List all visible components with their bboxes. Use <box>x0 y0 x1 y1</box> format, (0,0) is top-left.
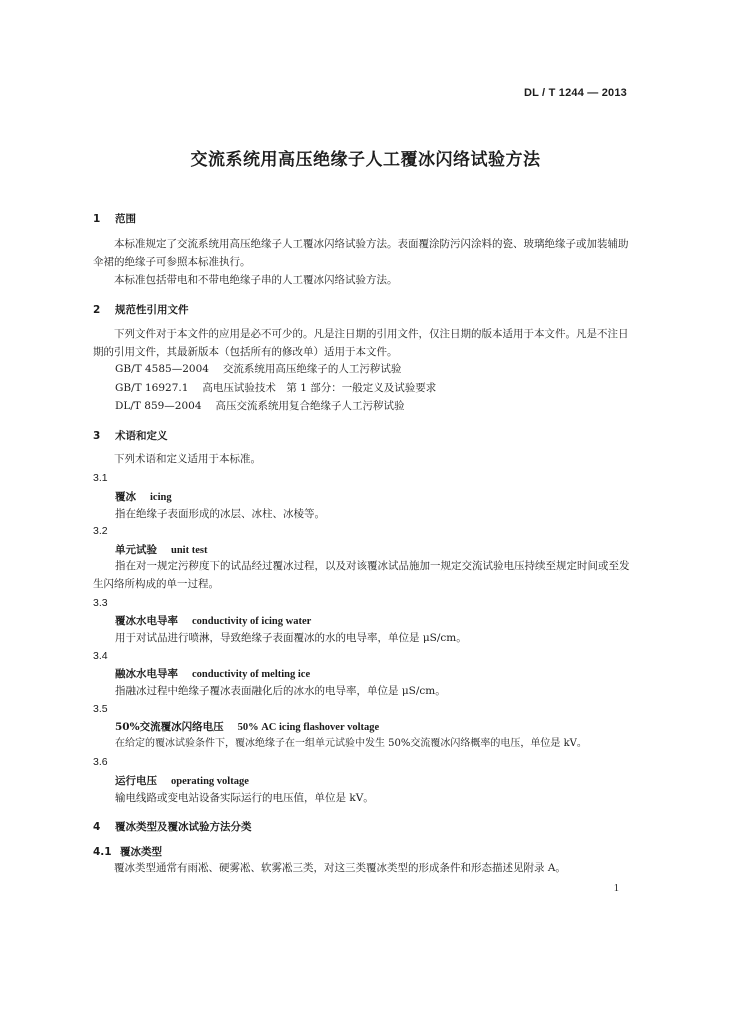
reference-title: 高电压试验技术 第 1 部分：一般定义及试验要求 <box>202 382 437 394</box>
term-number: 3.5 <box>93 703 108 715</box>
term-en: unit test <box>171 545 208 556</box>
term-heading <box>115 542 207 557</box>
term-zh: 覆冰水电导率 <box>115 615 178 627</box>
section-number: 4 <box>93 821 101 833</box>
document-title: 交流系统用高压绝缘子人工覆冰闪络试验方法 <box>190 150 541 170</box>
reference-code: GB/T 16927.1 <box>115 382 189 394</box>
term-en: operating voltage <box>171 776 249 787</box>
subsection-4-1-heading <box>93 844 162 859</box>
section-3-intro: 下列术语和定义适用于本标准。 <box>114 453 261 465</box>
term-zh: 单元试验 <box>115 544 157 556</box>
section-number: 1 <box>93 213 101 225</box>
term-en: 50% AC icing flashover voltage <box>237 722 380 733</box>
reference-item <box>115 398 405 413</box>
section-number: 3 <box>93 430 101 442</box>
term-heading <box>115 773 249 788</box>
section-number: 2 <box>93 304 101 316</box>
section-1-heading <box>93 211 136 226</box>
reference-title: 交流系统用高压绝缘子的人工污秽试验 <box>222 363 402 375</box>
term-en: icing <box>150 492 172 503</box>
term-heading <box>115 719 379 734</box>
term-zh: 融冰水电导率 <box>115 668 178 680</box>
term-heading <box>115 613 311 628</box>
section-title: 覆冰类型及覆冰试验方法分类 <box>115 821 252 833</box>
reference-title: 高压交流系统用复合绝缘子人工污秽试验 <box>215 400 405 412</box>
subsection-4-1-paragraph: 覆冰类型通常有雨凇、硬雾凇、软雾凇三类，对这三类覆冰类型的形成条件和形态描述见附录 A。 <box>114 862 566 874</box>
term-definition: 指在绝缘子表面形成的冰层、冰柱、冰棱等。 <box>115 508 325 520</box>
term-definition: 指在对一规定污秽度下的试品经过覆冰过程，以及对该覆冰试品施加一规定交流试验电压持续至规定时间或至发生闪络所构成的单一过程。 <box>93 560 630 590</box>
reference-code: DL/T 859—2004 <box>115 400 202 412</box>
term-zh: 运行电压 <box>115 775 157 787</box>
section-2-paragraph: 下列文件对于本文件的应用是必不可少的。凡是注日期的引用文件，仅注日期的版本适用于本文件。凡是不注日期的引用文件，其最新版本（包括所有的修改单）适用于本文件。 <box>93 328 629 358</box>
term-number: 3.2 <box>93 525 108 537</box>
term-definition: 在给定的覆冰试验条件下，覆冰绝缘子在一组单元试验中发生 50%交流覆冰闪络概率的电压，单位是 kV。 <box>115 738 587 749</box>
section-2-heading <box>93 302 189 317</box>
term-heading <box>115 666 310 681</box>
section-1-paragraph-1: 本标准规定了交流系统用高压绝缘子人工覆冰闪络试验方法。表面覆涂防污闪涂料的瓷、玻璃绝缘子或加装辅助伞裙的绝缘子可参照本标准执行。 <box>93 238 629 268</box>
page-number: 1 <box>613 883 619 894</box>
term-number: 3.1 <box>93 472 108 484</box>
section-3-heading <box>93 428 168 443</box>
section-1-paragraph-2: 本标准包括带电和不带电绝缘子串的人工覆冰闪络试验方法。 <box>114 274 398 286</box>
section-title: 规范性引用文件 <box>115 304 189 316</box>
reference-code: GB/T 4585—2004 <box>115 363 209 375</box>
section-4-heading <box>93 819 252 834</box>
term-zh: 覆冰 <box>115 491 136 503</box>
term-heading <box>115 489 172 504</box>
term-number: 3.6 <box>93 756 108 768</box>
term-definition: 用于对试品进行喷淋，导致绝缘子表面覆冰的水的电导率，单位是 μS/cm。 <box>115 632 467 644</box>
term-en: conductivity of icing water <box>192 616 312 627</box>
section-title: 术语和定义 <box>115 430 168 442</box>
subsection-title: 覆冰类型 <box>120 846 162 858</box>
term-definition: 输电线路或变电站设备实际运行的电压值，单位是 kV。 <box>115 792 374 804</box>
standard-number: DL / T 1244 — 2013 <box>523 87 627 99</box>
term-definition: 指融冰过程中绝缘子覆冰表面融化后的冰水的电导率，单位是 μS/cm。 <box>115 685 446 697</box>
reference-item <box>115 380 436 395</box>
term-number: 3.4 <box>93 650 108 662</box>
term-number: 3.3 <box>93 597 108 609</box>
term-zh: 50%交流覆冰闪络电压 <box>115 721 224 733</box>
reference-item <box>115 361 401 376</box>
section-title: 范围 <box>115 213 136 225</box>
subsection-number: 4.1 <box>93 846 112 858</box>
term-en: conductivity of melting ice <box>192 669 311 680</box>
